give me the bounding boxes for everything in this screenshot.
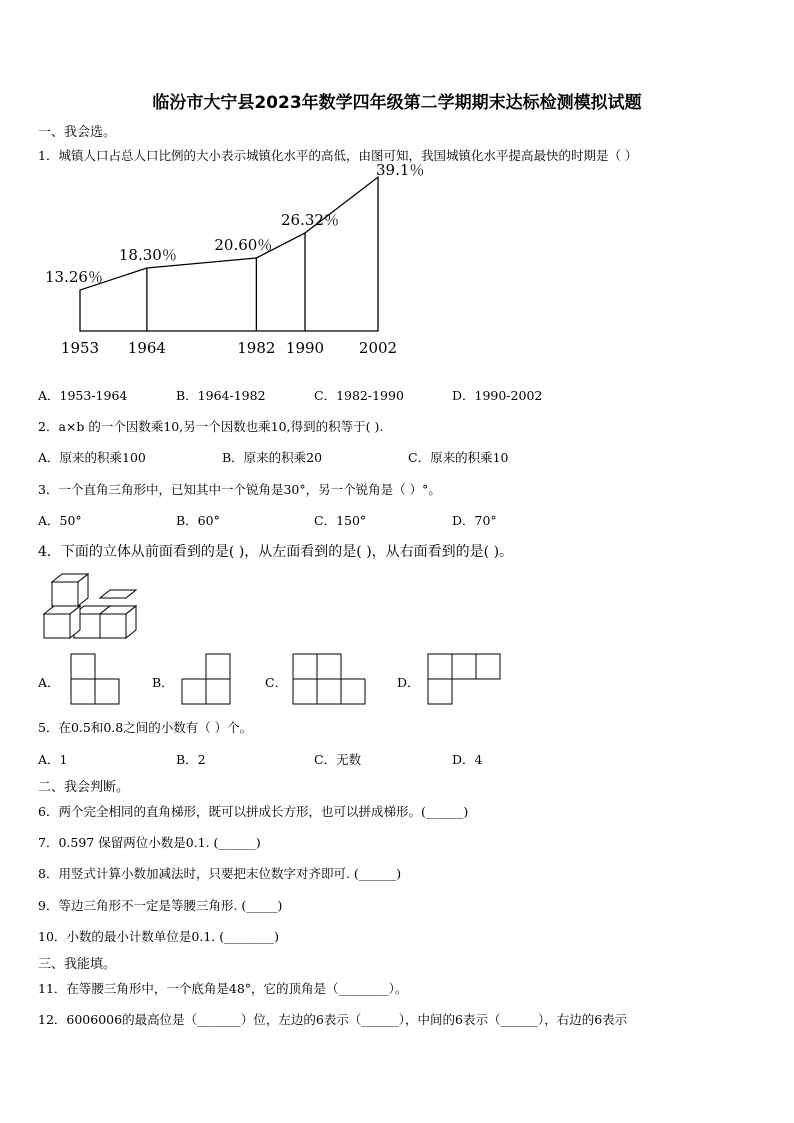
q1-option-b[interactable]: B．1964-1982 bbox=[176, 388, 266, 403]
q2-option-c[interactable]: C．原来的积乘10 bbox=[408, 450, 509, 465]
question-2-text: 2．a×b 的一个因数乘10,另一个因数也乘10,得到的积等于( ). bbox=[38, 419, 384, 434]
chart-value-label-1964: 18.30％ bbox=[118, 246, 177, 265]
cube-stack-figure bbox=[40, 572, 135, 640]
q4-view-b bbox=[181, 653, 231, 705]
section-heading-choose: 一、我会选。 bbox=[38, 125, 117, 140]
q1-option-a[interactable]: A．1953-1964 bbox=[38, 388, 128, 403]
question-12-text: 12．6006006的最高位是（_______）位，左边的6表示（______），中间的6表示（______），右边的6表示 bbox=[38, 1012, 628, 1027]
q1-option-c[interactable]: C．1982-1990 bbox=[314, 388, 404, 403]
q2-option-b[interactable]: B．原来的积乘20 bbox=[222, 450, 323, 465]
section-heading-fill: 三、我能填。 bbox=[38, 957, 117, 972]
q3-option-c[interactable]: C．150° bbox=[314, 513, 367, 528]
chart-value-label-1982: 20.60％ bbox=[214, 235, 273, 254]
question-11-text: 11．在等腰三角形中，一个底角是48°，它的顶角是（________）。 bbox=[38, 981, 408, 996]
q2-option-a[interactable]: A．原来的积乘100 bbox=[38, 450, 146, 465]
q5-option-c[interactable]: C．无数 bbox=[314, 752, 362, 767]
chart-year-label-2002: 2002 bbox=[358, 339, 398, 357]
question-9-text: 9．等边三角形不一定是等腰三角形. (_____) bbox=[38, 898, 283, 913]
q4-view-a bbox=[70, 653, 120, 705]
question-3-text: 3．一个直角三角形中，已知其中一个锐角是30°，另一个锐角是（ ）°。 bbox=[38, 482, 441, 497]
q3-option-a[interactable]: A．50° bbox=[38, 513, 82, 528]
question-5-text: 5．在0.5和0.8之间的小数有（ ）个。 bbox=[38, 720, 253, 735]
chart-year-label-1990: 1990 bbox=[285, 339, 325, 357]
question-7-text: 7．0.597 保留两位小数是0.1. (______) bbox=[38, 835, 261, 850]
chart-year-label-1964: 1964 bbox=[127, 339, 166, 357]
chart-value-label-1990: 26.32％ bbox=[281, 210, 339, 229]
q5-option-d[interactable]: D．4 bbox=[452, 752, 483, 767]
question-6-text: 6．两个完全相同的直角梯形，既可以拼成长方形，也可以拼成梯形。(______) bbox=[38, 804, 469, 819]
q4-option-a[interactable]: A． bbox=[38, 675, 60, 690]
question-8-text: 8．用竖式计算小数加减法时，只要把末位数字对齐即可. (______) bbox=[38, 866, 402, 881]
q5-option-a[interactable]: A．1 bbox=[38, 752, 68, 767]
question-10-text: 10．小数的最小计数单位是0.1. (________) bbox=[38, 929, 279, 944]
chart-value-label-1953: 13.26％ bbox=[45, 268, 103, 287]
q4-option-c[interactable]: C． bbox=[265, 675, 288, 690]
q4-option-d[interactable]: D． bbox=[397, 675, 420, 690]
q3-option-d[interactable]: D．70° bbox=[452, 513, 497, 528]
urbanization-chart bbox=[38, 161, 438, 360]
chart-year-label-1982: 1982 bbox=[237, 339, 276, 357]
q4-view-c bbox=[292, 653, 366, 705]
q5-option-b[interactable]: B．2 bbox=[176, 752, 206, 767]
section-heading-judge: 二、我会判断。 bbox=[38, 780, 130, 795]
question-4-text: 4．下面的立体从前面看到的是( )，从左面看到的是( )，从右面看到的是( )。 bbox=[38, 544, 514, 560]
question-1-text: 1．城镇人口占总人口比例的大小表示城镇化水平的高低，由图可知，我国城镇化水平提高最快的时期是（ ） bbox=[38, 148, 638, 163]
q3-option-b[interactable]: B．60° bbox=[176, 513, 220, 528]
chart-year-label-1953: 1953 bbox=[60, 339, 100, 357]
q4-option-b[interactable]: B． bbox=[152, 675, 174, 690]
page-title: 临汾市大宁县2023年数学四年级第二学期期末达标检测模拟试题 bbox=[152, 93, 642, 113]
q4-view-d bbox=[427, 653, 501, 705]
chart-value-label-2002: 39.1％ bbox=[376, 161, 425, 180]
q1-option-d[interactable]: D．1990-2002 bbox=[452, 388, 543, 403]
